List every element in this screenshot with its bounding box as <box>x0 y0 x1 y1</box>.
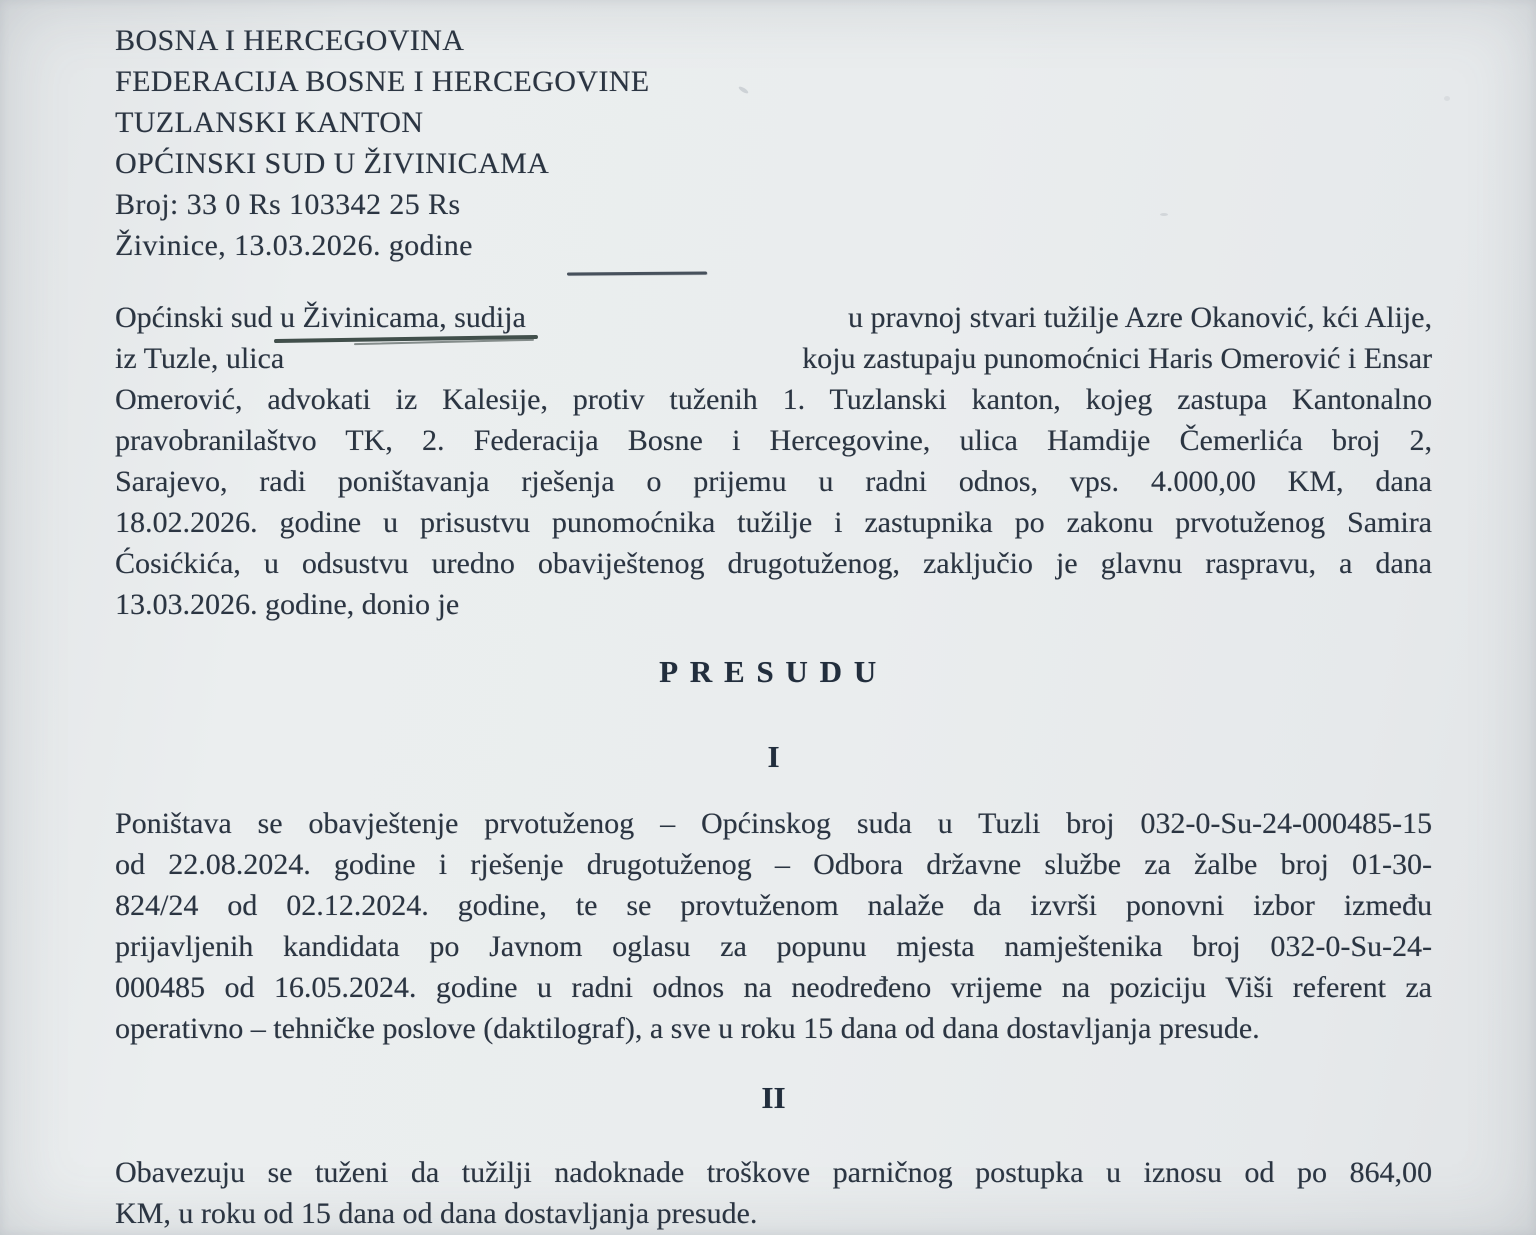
section-1-paragraph <box>115 803 1432 1049</box>
text-line: operativno – tehničke poslove (daktilograf), a sve u roku 15 dana od dana dostavljanja presude. <box>115 1012 1260 1045</box>
case-number: Broj: 33 0 Rs 103342 25 Rs <box>115 188 461 221</box>
text-line: od 22.08.2024. godine i rješenje drugotuženog – Odbora državne službe za žalbe broj 01-30- <box>115 848 1432 881</box>
text-line: pravobranilaštvo TK, 2. Federacija Bosne i Hercegovine, ulica Hamdije Čemerlića broj 2, <box>115 424 1432 457</box>
section-2-label: II <box>761 1080 786 1115</box>
text-line: 18.02.2026. godine u prisustvu punomoćnika tužilje i zastupnika po zakonu prvotuženog Samira <box>115 506 1432 539</box>
text-line: Obavezuju se tuženi da tužilji nadoknade troškove parničnog postupka u iznosu od po 864,00 <box>115 1156 1432 1189</box>
text-line: Poništava se obavještenje prvotuženog – Općinskog suda u Tuzli broj 032-0-Su-24-000485-15 <box>115 807 1432 840</box>
text-line: Omerović, advokati iz Kalesije, protiv tuženih 1. Tuzlanski kanton, kojeg zastupa Kantonalno <box>115 383 1432 416</box>
section-1-label: I <box>767 739 780 774</box>
header-divider-line <box>567 272 707 276</box>
intro-line-2-right: koju zastupaju punomoćnici Haris Omerović i Ensar <box>802 342 1432 375</box>
intro-line-1-left <box>115 297 526 338</box>
text-line: 824/24 od 02.12.2024. godine, te se provtuženom nalaže da izvrši ponovni izbor između <box>115 889 1432 922</box>
intro-body-lines <box>115 379 1432 625</box>
court-header <box>115 20 1432 266</box>
place-and-date: Živinice, 13.03.2026. godine <box>115 229 473 262</box>
section-2-paragraph <box>115 1152 1432 1234</box>
text-line: Ćosićkića, u odsustvu uredno obaviještenog drugotuženog, zaključio je glavnu raspravu, a dana <box>115 547 1432 580</box>
header-country: BOSNA I HERCEGOVINA <box>115 24 465 57</box>
text-line: 13.03.2026. godine, donio je <box>115 588 460 621</box>
intro-line-1 <box>115 297 1432 338</box>
text-line: 000485 od 16.05.2024. godine u radni odnos na neodređeno vrijeme na poziciju Viši referent za <box>115 971 1432 1004</box>
intro-paragraph <box>115 297 1432 625</box>
judge-underlined-text: u Živinicama, sudija <box>280 301 526 334</box>
intro-line-2 <box>115 338 1432 379</box>
judgment-title: PRESUDU <box>659 654 888 689</box>
intro-court-text: Općinski sud <box>115 301 280 334</box>
text-line: KM, u roku od 15 dana od dana dostavljanja presude. <box>115 1197 758 1230</box>
header-canton: TUZLANSKI KANTON <box>115 106 424 139</box>
scan-artifact <box>1444 96 1450 101</box>
header-federation: FEDERACIJA BOSNE I HERCEGOVINE <box>115 65 650 98</box>
text-line: prijavljenih kandidata po Javnom oglasu za popunu mjesta namještenika broj 032-0-Su-24- <box>115 930 1432 963</box>
intro-line-1-right: u pravnoj stvari tužilje Azre Okanović, kći Alije, <box>847 301 1432 334</box>
header-court-name: OPĆINSKI SUD U ŽIVINICAMA <box>115 147 550 180</box>
intro-line-2-left: iz Tuzle, ulica <box>115 342 285 375</box>
text-line: Sarajevo, radi poništavanja rješenja o prijemu u radni odnos, vps. 4.000,00 KM, dana <box>115 465 1432 498</box>
